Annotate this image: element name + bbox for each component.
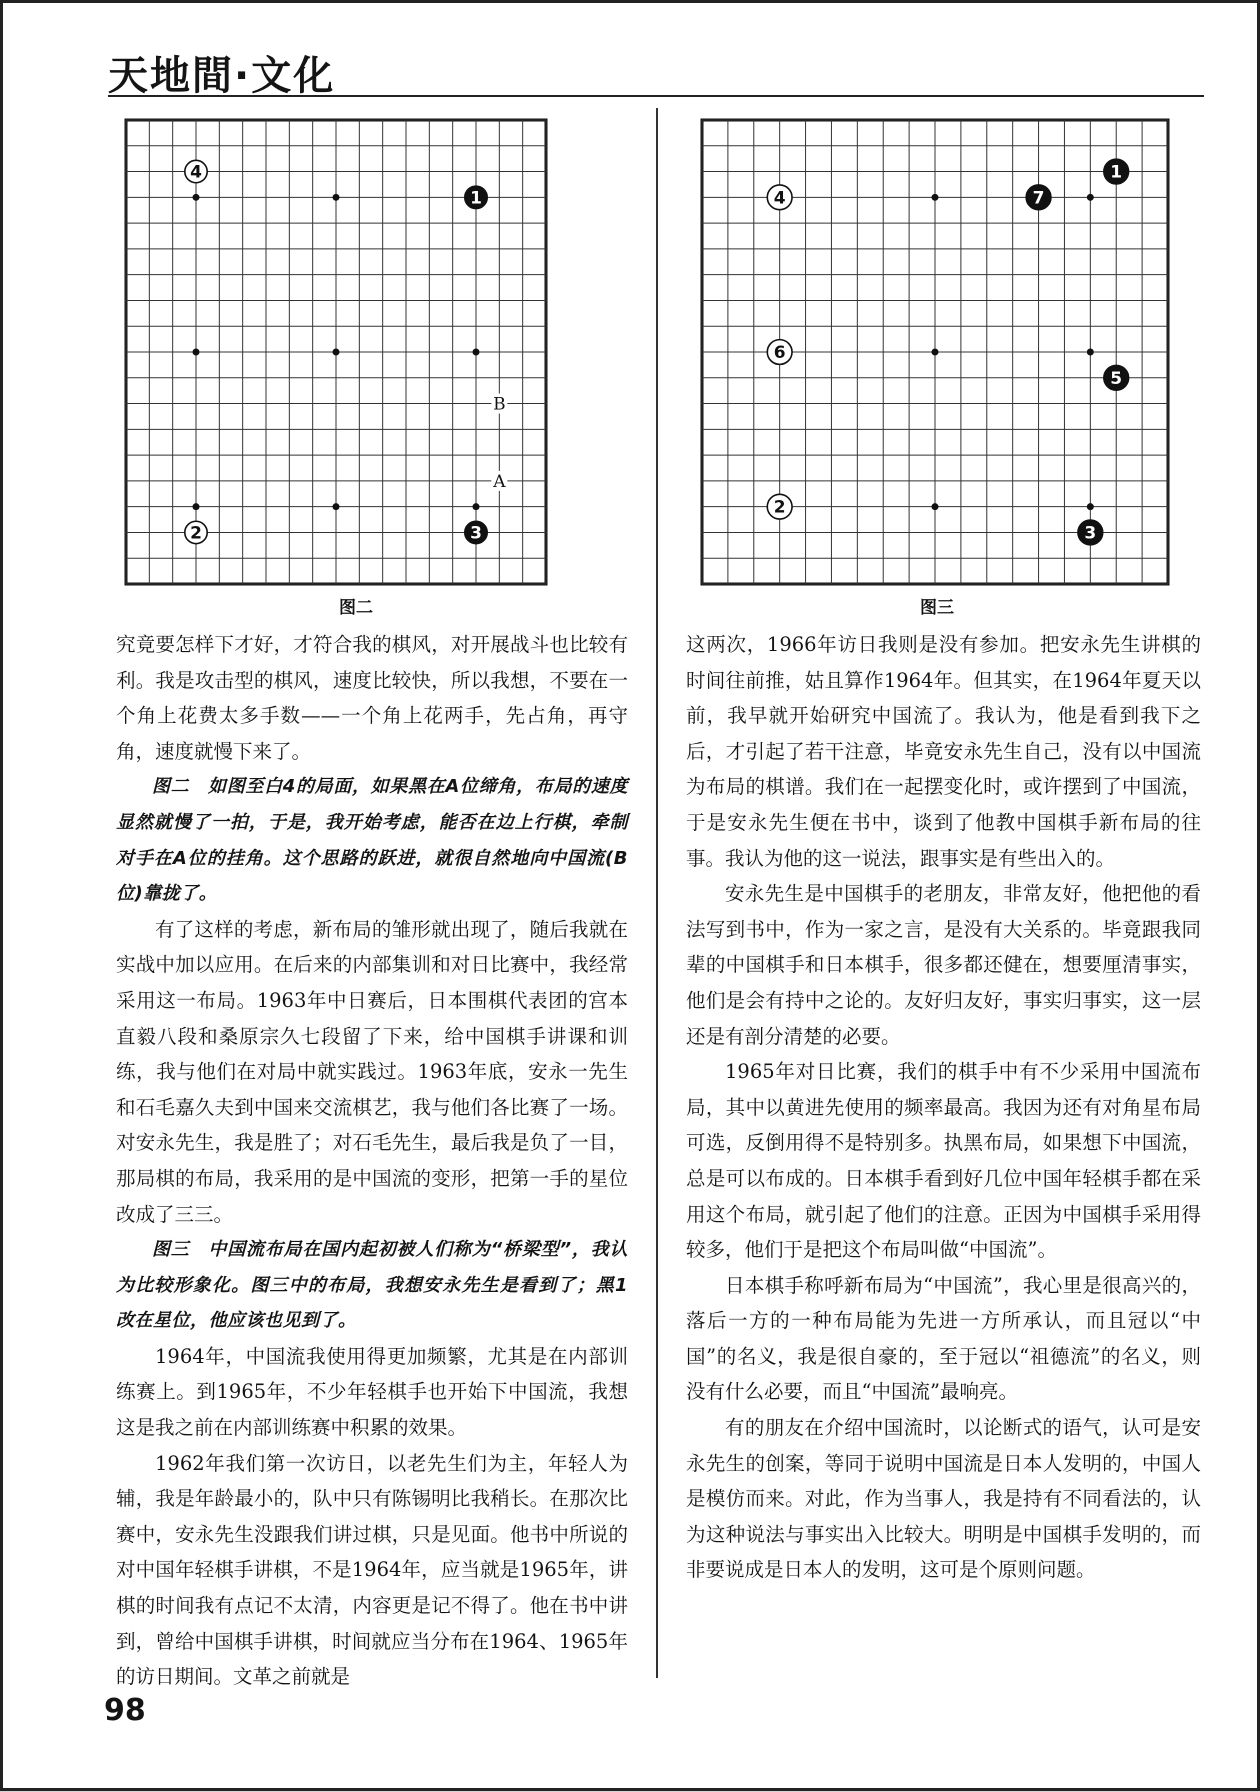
star-point	[333, 194, 340, 201]
section-title: 天地間·文化	[108, 53, 336, 99]
star-point	[473, 503, 480, 510]
stone-number: 1	[470, 188, 482, 209]
body-paragraph: 这两次，1966年访日我则是没有参加。把安永先生讲棋的时间往前推，姑且算作1964年。但其实，在1964年夏天以前，我早就开始研究中国流了。我认为，他是看到我下之后，才引起了若干注意，毕竟安永先生自己，没有以中国流为布局的棋谱。我们在一起摆变化时，或许摆到了中国流，于是安永先生便在书中，谈到了他教中国棋手新布局的往事。我认为他的这一说法，跟事实是有些出入的。	[686, 633, 1201, 870]
go-board-svg	[124, 118, 548, 586]
black-stone	[465, 521, 487, 543]
star-point	[333, 349, 340, 356]
white-stone	[767, 340, 792, 365]
black-stone	[1104, 365, 1129, 390]
body-paragraph: 1964年，中国流我使用得更加频繁，尤其是在内部训练赛上。到1965年，不少年轻棋手也开始下中国流，我想这是我之前在内部训练赛中积累的效果。	[116, 1344, 628, 1440]
stone-number: 1	[1110, 162, 1123, 183]
stone-number: 4	[190, 162, 202, 183]
star-point	[1087, 194, 1094, 201]
body-paragraph: 究竟要怎样下才好，才符合我的棋风，对开展战斗也比较有利。我是攻击型的棋风，速度比较快，所以我想，不要在一个角上花费太多手数——一个角上花两手，先占角，再守角，速度就慢下来了。	[116, 633, 628, 763]
stone-number: 2	[773, 497, 786, 518]
white-stone	[767, 185, 792, 210]
body-paragraph: 日本棋手称呼新布局为“中国流”，我心里是很高兴的，落后一方的一种布局能为先进一方所承认，而且冠以“中国”的名义，我是很自豪的，至于冠以“祖德流”的名义，则没有什么必要，而且“中国流”最响亮。	[686, 1273, 1201, 1404]
stone-number: 3	[470, 523, 482, 544]
position-marker-b: B	[493, 394, 506, 415]
body-paragraph: 安永先生是中国棋手的老朋友，非常友好，他把他的看法写到书中，作为一家之言，是没有大关系的。毕竟跟我同辈的中国棋手和日本棋手，很多都还健在，想要厘清事实，他们是会有持中之论的。友好归友好，事实归事实，这一层还是有剖分清楚的必要。	[686, 882, 1201, 1048]
header-rule	[108, 95, 1204, 97]
figure-2-caption: 图二	[339, 598, 373, 618]
star-point	[333, 503, 340, 510]
left-text-column	[116, 627, 628, 1695]
page-number: 98	[104, 1693, 146, 1728]
black-stone	[465, 186, 487, 208]
figure-note-paragraph: 图三 中国流布局在国内起初被人们称为“桥梁型”，我认为比较形象化。图三中的布局，我想安永先生是看到了；黑1改在星位，他应该也见到了。	[116, 1239, 628, 1332]
star-point	[932, 349, 939, 356]
black-stone	[1104, 159, 1129, 184]
go-board-figure-3	[700, 118, 1170, 586]
column-divider	[656, 108, 658, 1678]
star-point	[1087, 503, 1094, 510]
star-point	[473, 349, 480, 356]
figure-note-paragraph: 图二 如图至白4的局面，如果黑在A位缔角，布局的速度显然就慢了一拍，于是，我开始考虑，能否在边上行棋，牵制对手在A位的挂角。这个思路的跃进，就很自然地向中国流(B位)靠拢了。	[116, 776, 628, 905]
white-stone	[185, 160, 207, 182]
white-stone	[767, 494, 792, 519]
stone-number: 5	[1110, 368, 1123, 389]
body-paragraph: 有了这样的考虑，新布局的雏形就出现了，随后我就在实战中加以应用。在后来的内部集训和对日比赛中，我经常采用这一布局。1963年中日赛后，日本围棋代表团的宫本直毅八段和桑原宗久七段留了下来，给中国棋手讲课和训练，我与他们在对局中就实践过。1963年底，安永一先生和石毛嘉久夫到中国来交流棋艺，我与他们各比赛了一场。对安永先生，我是胜了；对石毛先生，最后我是负了一目，那局棋的布局，我采用的是中国流的变形，把第一手的星位改成了三三。	[116, 917, 628, 1226]
body-paragraph: 有的朋友在介绍中国流时，以论断式的语气，认可是安永先生的创案，等同于说明中国流是日本人发明的，中国人是模仿而来。对此，作为当事人，我是持有不同看法的，认为这种说法与事实出入比较大。明明是中国棋手发明的，而非要说成是日本人的发明，这可是个原则问题。	[686, 1416, 1201, 1582]
star-point	[193, 194, 200, 201]
star-point	[932, 503, 939, 510]
stone-number: 7	[1032, 188, 1045, 209]
page-header	[108, 38, 1204, 99]
stone-number: 2	[190, 523, 202, 544]
stone-number: 6	[773, 343, 786, 363]
body-paragraph: 1962年我们第一次访日，以老先生们为主，年轻人为辅，我是年龄最小的，队中只有陈锡明比我稍长。在那次比赛中，安永先生没跟我们讲过棋，只是见面。他书中所说的对中国年轻棋手讲棋，不是1964年，应当就是1965年，讲棋的时间我有点记不太清，内容更是记不得了。他在书中讲到，曾给中国棋手讲棋，时间就应当分布在1964、1965年的访日期间。文革之前就是	[116, 1451, 628, 1689]
black-stone	[1026, 185, 1051, 210]
right-text-column	[686, 627, 1201, 1588]
go-board-svg	[700, 118, 1170, 586]
stone-number: 3	[1084, 523, 1097, 544]
stone-number: 4	[773, 188, 786, 209]
star-point	[1087, 349, 1094, 356]
position-marker-a: A	[493, 471, 506, 492]
white-stone	[185, 521, 207, 543]
go-board-figure-2	[124, 118, 548, 586]
black-stone	[1078, 520, 1103, 545]
figure-3-caption: 图三	[920, 598, 954, 618]
star-point	[193, 349, 200, 356]
star-point	[193, 503, 200, 510]
star-point	[932, 194, 939, 201]
body-paragraph: 1965年对日比赛，我们的棋手中有不少采用中国流布局，其中以黄进先使用的频率最高。我因为还有对角星布局可选，反倒用得不是特别多。执黑布局，如果想下中国流，总是可以布成的。日本棋手看到好几位中国年轻棋手都在采用这个布局，就引起了他们的注意。正因为中国棋手采用得较多，他们于是把这个布局叫做“中国流”。	[686, 1060, 1201, 1262]
